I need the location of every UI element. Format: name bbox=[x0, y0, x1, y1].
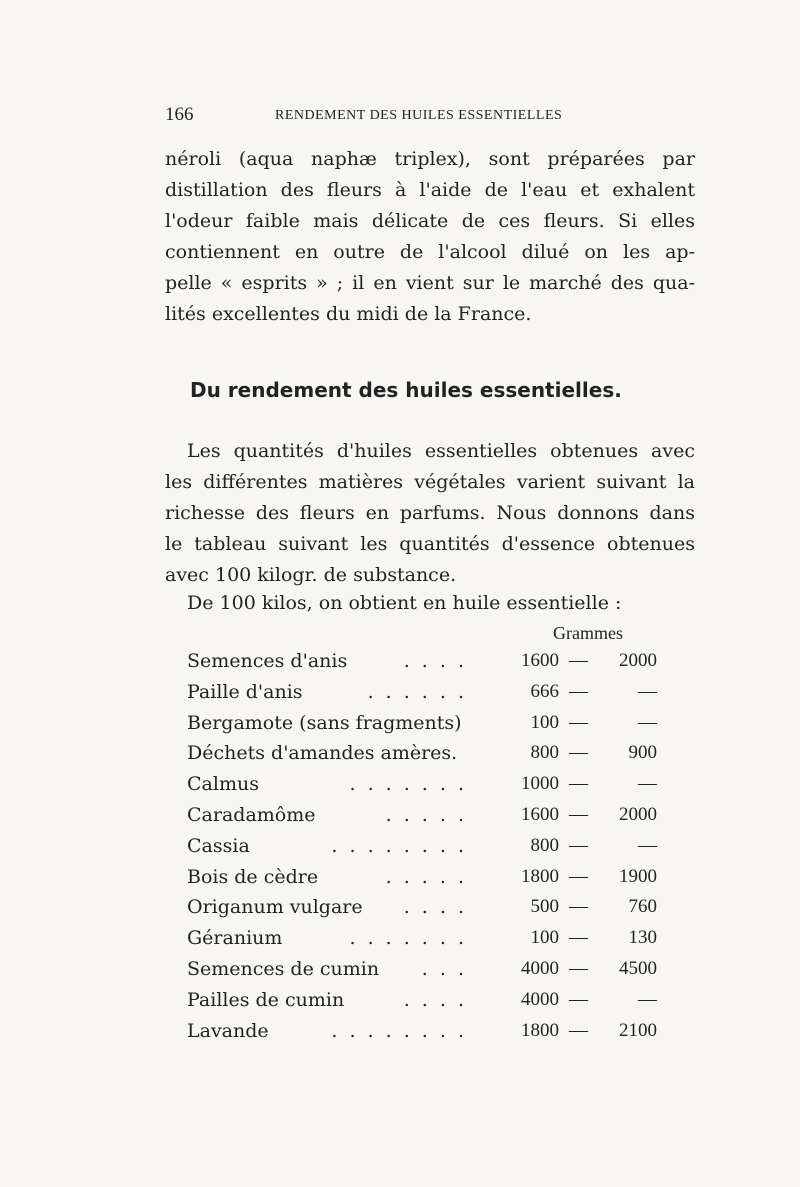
table-row bbox=[187, 1020, 667, 1051]
leader-dots: . . . . bbox=[403, 988, 467, 1011]
table-row bbox=[187, 866, 667, 897]
table-row bbox=[187, 835, 667, 866]
yield-high: — bbox=[638, 834, 657, 856]
yield-high: 2000 bbox=[619, 650, 657, 671]
substance-name: Bois de cèdre bbox=[187, 865, 319, 888]
yield-high: 130 bbox=[628, 927, 657, 949]
range-dash: — bbox=[569, 865, 588, 887]
substance-name: Calmus bbox=[187, 773, 259, 796]
substance-name: Pailles de cumin bbox=[187, 988, 345, 1011]
range-dash: — bbox=[569, 988, 588, 1010]
yield-table bbox=[187, 650, 667, 1050]
substance-name: Déchets d'amandes amères. bbox=[187, 742, 458, 765]
leader-dots: . . . . . . . . bbox=[331, 834, 467, 857]
range-dash: — bbox=[569, 1019, 588, 1041]
yield-high: 2100 bbox=[619, 1019, 657, 1041]
paragraph-line: néroli (aqua naphæ triplex), sont préparées par bbox=[165, 148, 695, 170]
page-header bbox=[165, 104, 685, 132]
yield-high: 900 bbox=[628, 742, 657, 764]
substance-name: Semences de cumin bbox=[187, 957, 380, 980]
yield-low: 1000 bbox=[521, 773, 559, 795]
leader-dots: . . . . . . . bbox=[349, 773, 467, 796]
paragraph-neroli bbox=[165, 144, 695, 330]
paragraph-line: pelle « esprits » ; il en vient sur le marché des qua- bbox=[165, 272, 695, 294]
paragraph-line: lités excellentes du midi de la France. bbox=[165, 303, 532, 325]
leader-dots: . . . . . . . bbox=[349, 927, 467, 950]
paragraph-quantities bbox=[165, 436, 695, 591]
yield-high: 4500 bbox=[619, 957, 657, 979]
table-row bbox=[187, 927, 667, 958]
table-row bbox=[187, 681, 667, 712]
paragraph-line: distillation des fleurs à l'aide de l'eau et exhalent bbox=[165, 179, 695, 201]
substance-name: Origanum vulgare bbox=[187, 896, 363, 919]
range-dash: — bbox=[569, 834, 588, 856]
yield-low: 1600 bbox=[521, 803, 559, 825]
table-row bbox=[187, 958, 667, 989]
substance-name: Géranium bbox=[187, 927, 283, 950]
leader-dots: . . . . . . bbox=[367, 680, 467, 703]
table-intro: De 100 kilos, on obtient en huile essentielle : bbox=[187, 592, 622, 614]
unit-header: Grammes bbox=[553, 623, 623, 643]
leader-dots: . . . bbox=[421, 957, 467, 980]
substance-name: Paille d'anis bbox=[187, 680, 303, 703]
yield-low: 4000 bbox=[521, 988, 559, 1010]
table-row bbox=[187, 650, 667, 681]
yield-low: 666 bbox=[530, 680, 559, 702]
paragraph-line: Les quantités d'huiles essentielles obtenues avec bbox=[187, 440, 695, 462]
yield-low: 1800 bbox=[521, 865, 559, 887]
yield-low: 800 bbox=[530, 742, 559, 764]
yield-low: 4000 bbox=[521, 957, 559, 979]
substance-name: Caradamôme bbox=[187, 803, 316, 826]
table-row bbox=[187, 712, 667, 743]
paragraph-line: le tableau suivant les quantités d'essence obtenues bbox=[165, 533, 695, 555]
leader-dots: . . . . . bbox=[385, 865, 467, 888]
table-row bbox=[187, 742, 667, 773]
substance-name: Semences d'anis bbox=[187, 650, 348, 672]
yield-low: 100 bbox=[530, 711, 559, 733]
substance-name: Bergamote (sans fragments) bbox=[187, 711, 462, 734]
range-dash: — bbox=[569, 896, 588, 918]
yield-low: 1800 bbox=[521, 1019, 559, 1041]
yield-high: — bbox=[638, 680, 657, 702]
leader-dots: . . . . bbox=[403, 896, 467, 919]
page-number: 166 bbox=[165, 104, 194, 125]
running-title: RENDEMENT DES HUILES ESSENTIELLES bbox=[275, 108, 563, 123]
table-row bbox=[187, 804, 667, 835]
table-row bbox=[187, 896, 667, 927]
paragraph-line: contiennent en outre de l'alcool dilué on les ap- bbox=[165, 241, 695, 263]
leader-dots: . . . . bbox=[403, 650, 467, 672]
paragraph-line: les différentes matières végétales varient suivant la bbox=[165, 471, 695, 493]
range-dash: — bbox=[569, 927, 588, 949]
table-row bbox=[187, 989, 667, 1020]
substance-name: Cassia bbox=[187, 834, 250, 857]
section-title: Du rendement des huiles essentielles. bbox=[190, 378, 622, 402]
paragraph-line: l'odeur faible mais délicate de ces fleurs. Si elles bbox=[165, 210, 695, 232]
range-dash: — bbox=[569, 803, 588, 825]
yield-high: 2000 bbox=[619, 803, 657, 825]
table-row bbox=[187, 773, 667, 804]
yield-low: 100 bbox=[530, 927, 559, 949]
range-dash: — bbox=[569, 711, 588, 733]
leader-dots: . . . . . bbox=[385, 803, 467, 826]
range-dash: — bbox=[569, 742, 588, 764]
range-dash: — bbox=[569, 957, 588, 979]
substance-name: Lavande bbox=[187, 1019, 269, 1042]
yield-low: 500 bbox=[530, 896, 559, 918]
range-dash: — bbox=[569, 650, 588, 671]
yield-high: — bbox=[638, 988, 657, 1010]
yield-high: — bbox=[638, 773, 657, 795]
yield-high: 760 bbox=[628, 896, 657, 918]
yield-high: — bbox=[638, 711, 657, 733]
paragraph-line: avec 100 kilogr. de substance. bbox=[165, 564, 457, 586]
yield-low: 800 bbox=[530, 834, 559, 856]
yield-low: 1600 bbox=[521, 650, 559, 671]
range-dash: — bbox=[569, 680, 588, 702]
paragraph-line: richesse des fleurs en parfums. Nous donnons dans bbox=[165, 502, 695, 524]
leader-dots: . . . . . . . . bbox=[331, 1019, 467, 1042]
yield-high: 1900 bbox=[619, 865, 657, 887]
range-dash: — bbox=[569, 773, 588, 795]
